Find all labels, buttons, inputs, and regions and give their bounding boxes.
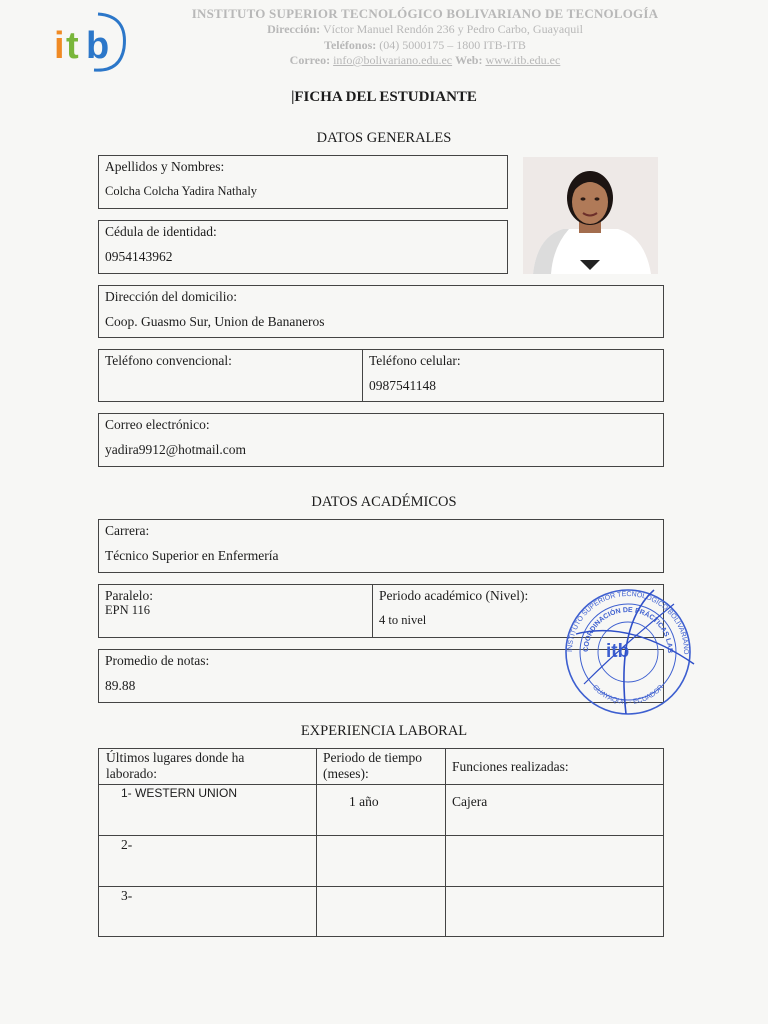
institution-phones: Teléfonos: (04) 5000175 – 1800 ITB-ITB xyxy=(324,38,526,52)
table-row xyxy=(121,837,132,853)
section-title-academic: DATOS ACADÉMICOS xyxy=(311,494,457,510)
home-address-field xyxy=(98,285,664,338)
svg-text:COORDINACIÓN DE PRÁCTICAS LABO: COORDINACIÓN DE PRÁCTICAS LAB xyxy=(582,606,674,654)
section-title-general: DATOS GENERALES xyxy=(316,130,452,146)
col-header-time: Periodo de tiempo (meses): xyxy=(323,750,422,781)
institution-email-link[interactable]: info@bolivariano.edu.ec xyxy=(333,53,453,67)
table-row xyxy=(121,888,132,904)
names-value: Colcha Colcha Yadira Nathaly xyxy=(105,184,258,198)
row-number: 2- xyxy=(121,837,133,852)
average-label: Promedio de notas: xyxy=(105,653,210,668)
table-col-divider-1 xyxy=(316,749,317,936)
mobile-label: Teléfono celular: xyxy=(369,353,461,368)
parallel-value: EPN 116 xyxy=(105,603,151,617)
phones-field xyxy=(98,349,664,402)
names-field xyxy=(98,155,508,209)
student-photo xyxy=(523,157,658,274)
email-label: Correo electrónico: xyxy=(105,417,210,432)
home-address-value: Coop. Guasmo Sur, Union de Bananeros xyxy=(105,314,325,329)
landline-label: Teléfono convencional: xyxy=(105,353,232,368)
svg-text:itb: itb xyxy=(606,641,630,662)
parallel-divider xyxy=(372,585,373,637)
email-value: yadira9912@hotmail.com xyxy=(105,442,247,457)
id-field xyxy=(98,220,508,274)
email-field xyxy=(98,413,664,467)
institution-address: Dirección: Víctor Manuel Rendón 236 y Pedro Carbo, Guayaquil xyxy=(267,22,583,36)
svg-text:GUAYAQUIL - ECUADOR: GUAYAQUIL - ECUADOR xyxy=(591,683,666,707)
col-header-places: Últimos lugares donde ha laborado: xyxy=(106,750,245,781)
names-label: Apellidos y Nombres: xyxy=(105,159,225,174)
table-col-divider-2 xyxy=(445,749,446,936)
row-number: 1- xyxy=(121,786,132,800)
career-label: Carrera: xyxy=(105,523,150,538)
career-field xyxy=(98,519,664,573)
page-title: |FICHA DEL ESTUDIANTE xyxy=(291,89,477,105)
parallel-label: Paralelo: xyxy=(105,588,153,603)
career-value: Técnico Superior en Enfermería xyxy=(105,548,279,563)
row-time: 1 año xyxy=(349,794,379,809)
svg-text:t: t xyxy=(66,25,79,67)
institution-name: INSTITUTO SUPERIOR TECNOLÓGICO BOLIVARIANO DE TECNOLOGÍA xyxy=(191,6,659,21)
period-value: 4 to nivel xyxy=(379,613,427,627)
table-row xyxy=(121,786,237,800)
average-value: 89.88 xyxy=(105,678,136,693)
table-row-divider xyxy=(99,835,663,836)
section-title-work: EXPERIENCIA LABORAL xyxy=(300,723,468,739)
row-number: 3- xyxy=(121,888,133,903)
mobile-value: 0987541148 xyxy=(369,378,436,393)
svg-text:b: b xyxy=(86,25,110,67)
row-place: WESTERN UNION xyxy=(135,786,238,800)
id-label: Cédula de identidad: xyxy=(105,224,217,239)
institution-contact: Correo: info@bolivariano.edu.ec Web: www.itb.edu.ec xyxy=(289,53,561,67)
home-address-label: Dirección del domicilio: xyxy=(105,289,237,304)
svg-text:INSTITUTO SUPERIOR TECNOLÓGICO: INSTITUTO SUPERIOR TECNOLÓGICO BOLIVARIANO xyxy=(566,590,690,655)
institution-stamp xyxy=(554,584,702,720)
work-experience-table xyxy=(98,748,664,937)
table-row-divider xyxy=(99,886,663,887)
id-value: 0954143962 xyxy=(105,249,173,264)
phones-divider xyxy=(362,350,363,401)
itb-logo xyxy=(50,10,130,74)
table-row-divider xyxy=(99,784,663,785)
institution-web-link[interactable]: www.itb.edu.ec xyxy=(485,53,561,67)
col-header-functions: Funciones realizadas: xyxy=(452,759,569,774)
period-label: Periodo académico (Nivel): xyxy=(379,588,529,603)
svg-text:i: i xyxy=(54,25,65,67)
row-functions: Cajera xyxy=(452,794,488,809)
